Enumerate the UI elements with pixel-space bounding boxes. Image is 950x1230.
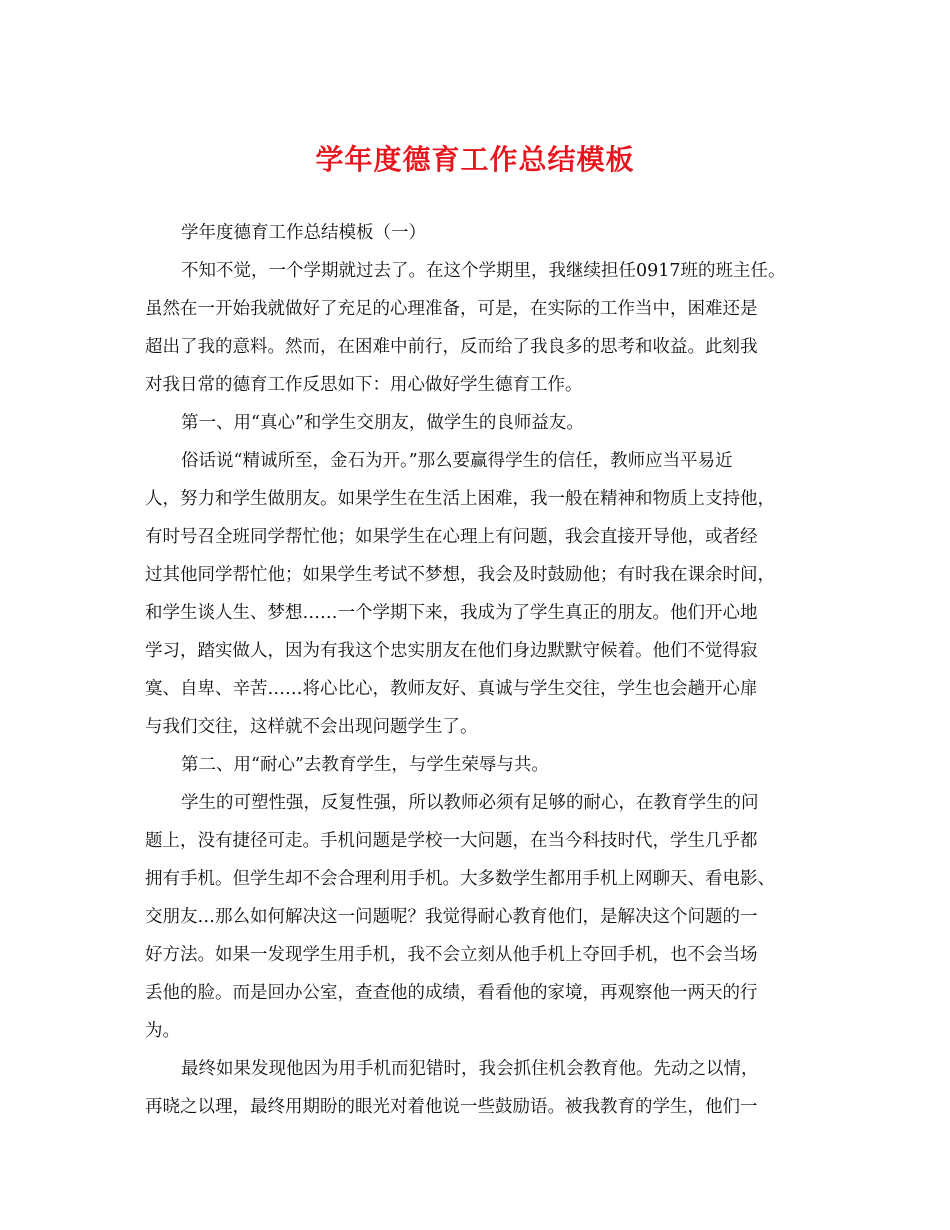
text-line: 不知不觉，一个学期就过去了。在这个学期里，我继续担任0917班的班主任。 [181,261,786,281]
text-line: 人，努力和学生做朋友。如果学生在生活上困难，我一般在精神和物质上支持他， [145,489,775,509]
text-line: 最终如果发现他因为用手机而犯错时，我会抓住机会教育他。先动之以情， [181,1059,759,1079]
text-line: 丢他的脸。而是回办公室，查查他的成绩，看看他的家境，再观察他一两天的行 [145,983,758,1003]
text-line: 学习，踏实做人，因为有我这个忠实朋友在他们身边默默守候着。他们不觉得寂 [145,641,758,661]
document-body [145,214,810,1126]
text-line: 学年度德育工作总结模板（一） [181,223,426,243]
text-line: 好方法。如果一发现学生用手机，我不会立刻从他手机上夺回手机，也不会当场 [145,945,758,965]
text-line: 俗话说“精诚所至，金石为开。”那么要赢得学生的信任，教师应当平易近 [181,451,733,471]
text-line: 对我日常的德育工作反思如下：用心做好学生德育工作。 [145,375,583,395]
text-line: 第二、用“耐心”去教育学生，与学生荣辱与共。 [181,755,549,775]
text-line: 交朋友…那么如何解决这一问题呢？我觉得耐心教育他们，是解决这个问题的一 [145,907,758,927]
text-line: 与我们交往，这样就不会出现问题学生了。 [145,717,478,737]
text-line: 超出了我的意料。然而，在困难中前行，反而给了我良多的思考和收益。此刻我 [145,337,758,357]
text-line: 虽然在一开始我就做好了充足的心理准备，可是，在实际的工作当中，困难还是 [145,299,758,319]
text-line: 寞、自卑、辛苦……将心比心，教师友好、真诚与学生交往，学生也会趟开心扉 [145,679,758,699]
document-title: 学年度德育工作总结模板 [315,143,635,176]
text-line: 再晓之以理，最终用期盼的眼光对着他说一些鼓励语。被我教育的学生，他们一 [145,1097,758,1117]
text-line: 题上，没有捷径可走。手机问题是学校一大问题，在当今科技时代，学生几乎都 [145,831,758,851]
text-line: 学生的可塑性强，反复性强，所以教师必须有足够的耐心，在教育学生的问 [181,793,759,813]
text-line: 第一、用“真心”和学生交朋友，做学生的良师益友。 [181,413,584,433]
text-line: 为。 [145,1021,180,1041]
text-line: 和学生谈人生、梦想……一个学期下来，我成为了学生真正的朋友。他们开心地 [145,603,758,623]
text-line: 拥有手机。但学生却不会合理利用手机。大多数学生都用手机上网聊天、看电影、 [145,869,775,889]
text-line: 有时号召全班同学帮忙他；如果学生在心理上有问题，我会直接开导他，或者经 [145,527,758,547]
text-line: 过其他同学帮忙他；如果学生考试不梦想，我会及时鼓励他；有时我在课余时间， [145,565,775,585]
